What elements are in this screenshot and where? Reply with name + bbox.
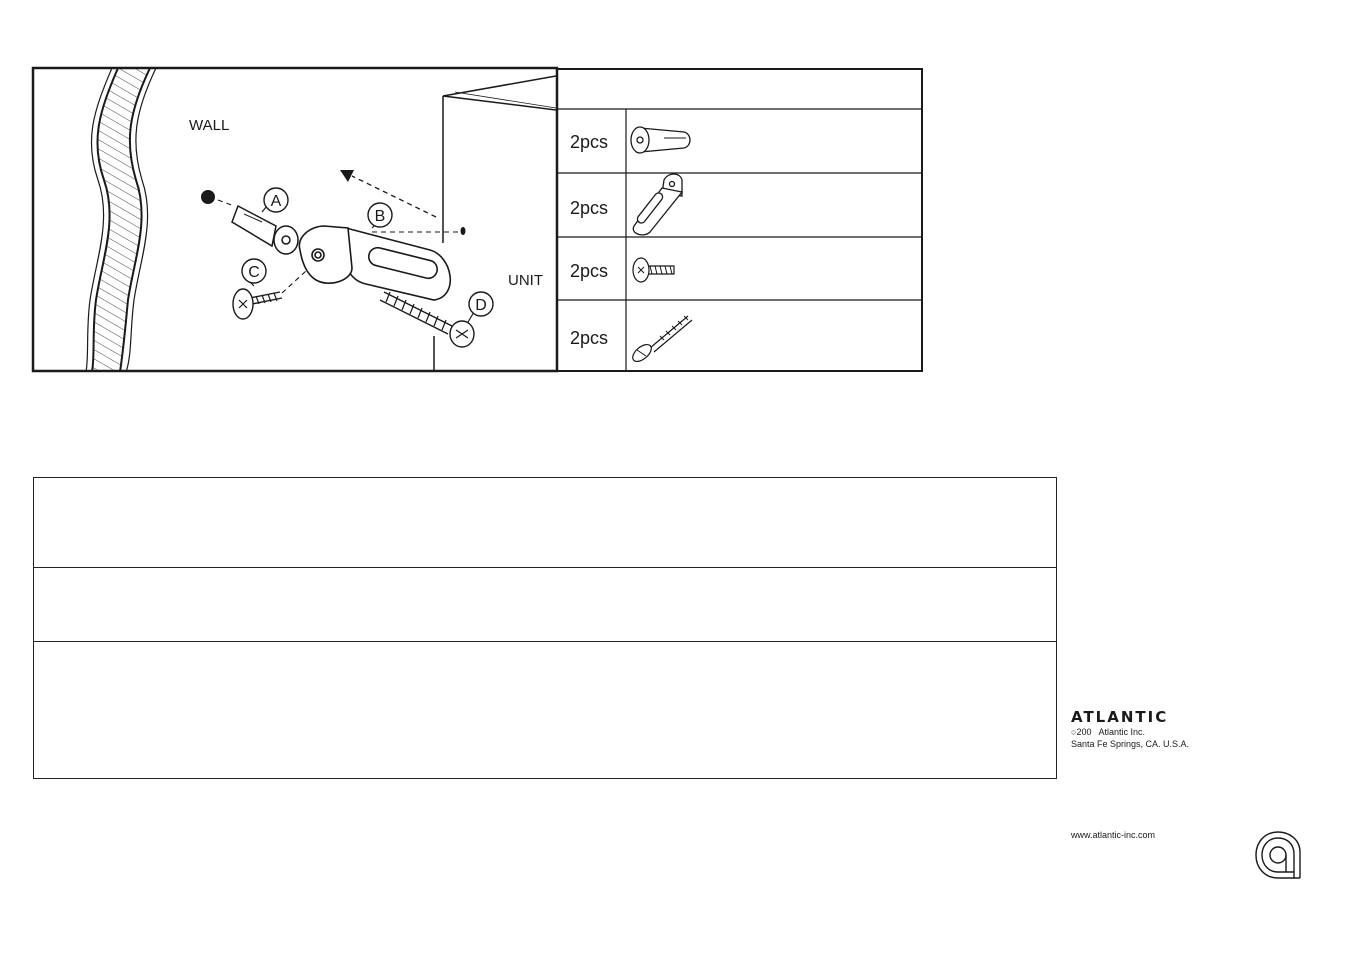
parts-row-3-qty: 2pcs (570, 261, 609, 281)
brand-block (1071, 708, 1189, 750)
wall-hole-icon (201, 190, 215, 204)
notes-box (33, 477, 1057, 779)
website-link[interactable]: www.atlantic-inc.com (1071, 830, 1156, 840)
address-line: Santa Fe Springs, CA. U.S.A. (1071, 739, 1190, 749)
wall-graphic (86, 68, 156, 372)
l-bracket-graphic (299, 226, 450, 300)
callout-b (368, 203, 392, 228)
callout-c-label: C (248, 264, 260, 281)
short-screw-icon (633, 258, 674, 282)
callout-c (242, 259, 266, 286)
short-screw-graphic (233, 289, 282, 319)
long-screw-icon (630, 316, 692, 365)
callout-d-label: D (475, 297, 487, 314)
copyright-text: 200 Atlantic Inc. (1076, 727, 1145, 737)
copyright-line (1071, 726, 1189, 738)
callout-a-label: A (270, 193, 282, 210)
l-bracket-icon (633, 174, 682, 235)
callout-a (262, 188, 288, 212)
long-screw-graphic (380, 292, 474, 347)
brand-logo: ATLANTIC (1071, 708, 1169, 726)
unit-label: UNIT (508, 272, 543, 289)
callout-d (468, 292, 493, 322)
copyright-icon: ○ (1071, 727, 1077, 737)
callout-b-label: B (374, 208, 386, 225)
notes-row-2 (34, 568, 1056, 642)
brand-a-logo-icon (1254, 830, 1304, 882)
anchor-plug-graphic (232, 206, 298, 254)
parts-row-2-qty: 2pcs (570, 198, 609, 218)
anchor-plug-icon (631, 127, 690, 153)
parts-row-1-qty: 2pcs (570, 132, 609, 152)
notes-row-1 (34, 478, 1056, 568)
notes-row-3 (34, 642, 1056, 777)
unit-hole-icon (461, 227, 466, 235)
parts-row-4-qty: 2pcs (570, 328, 609, 348)
wall-label: WALL (189, 117, 230, 134)
parts-table (557, 69, 922, 371)
